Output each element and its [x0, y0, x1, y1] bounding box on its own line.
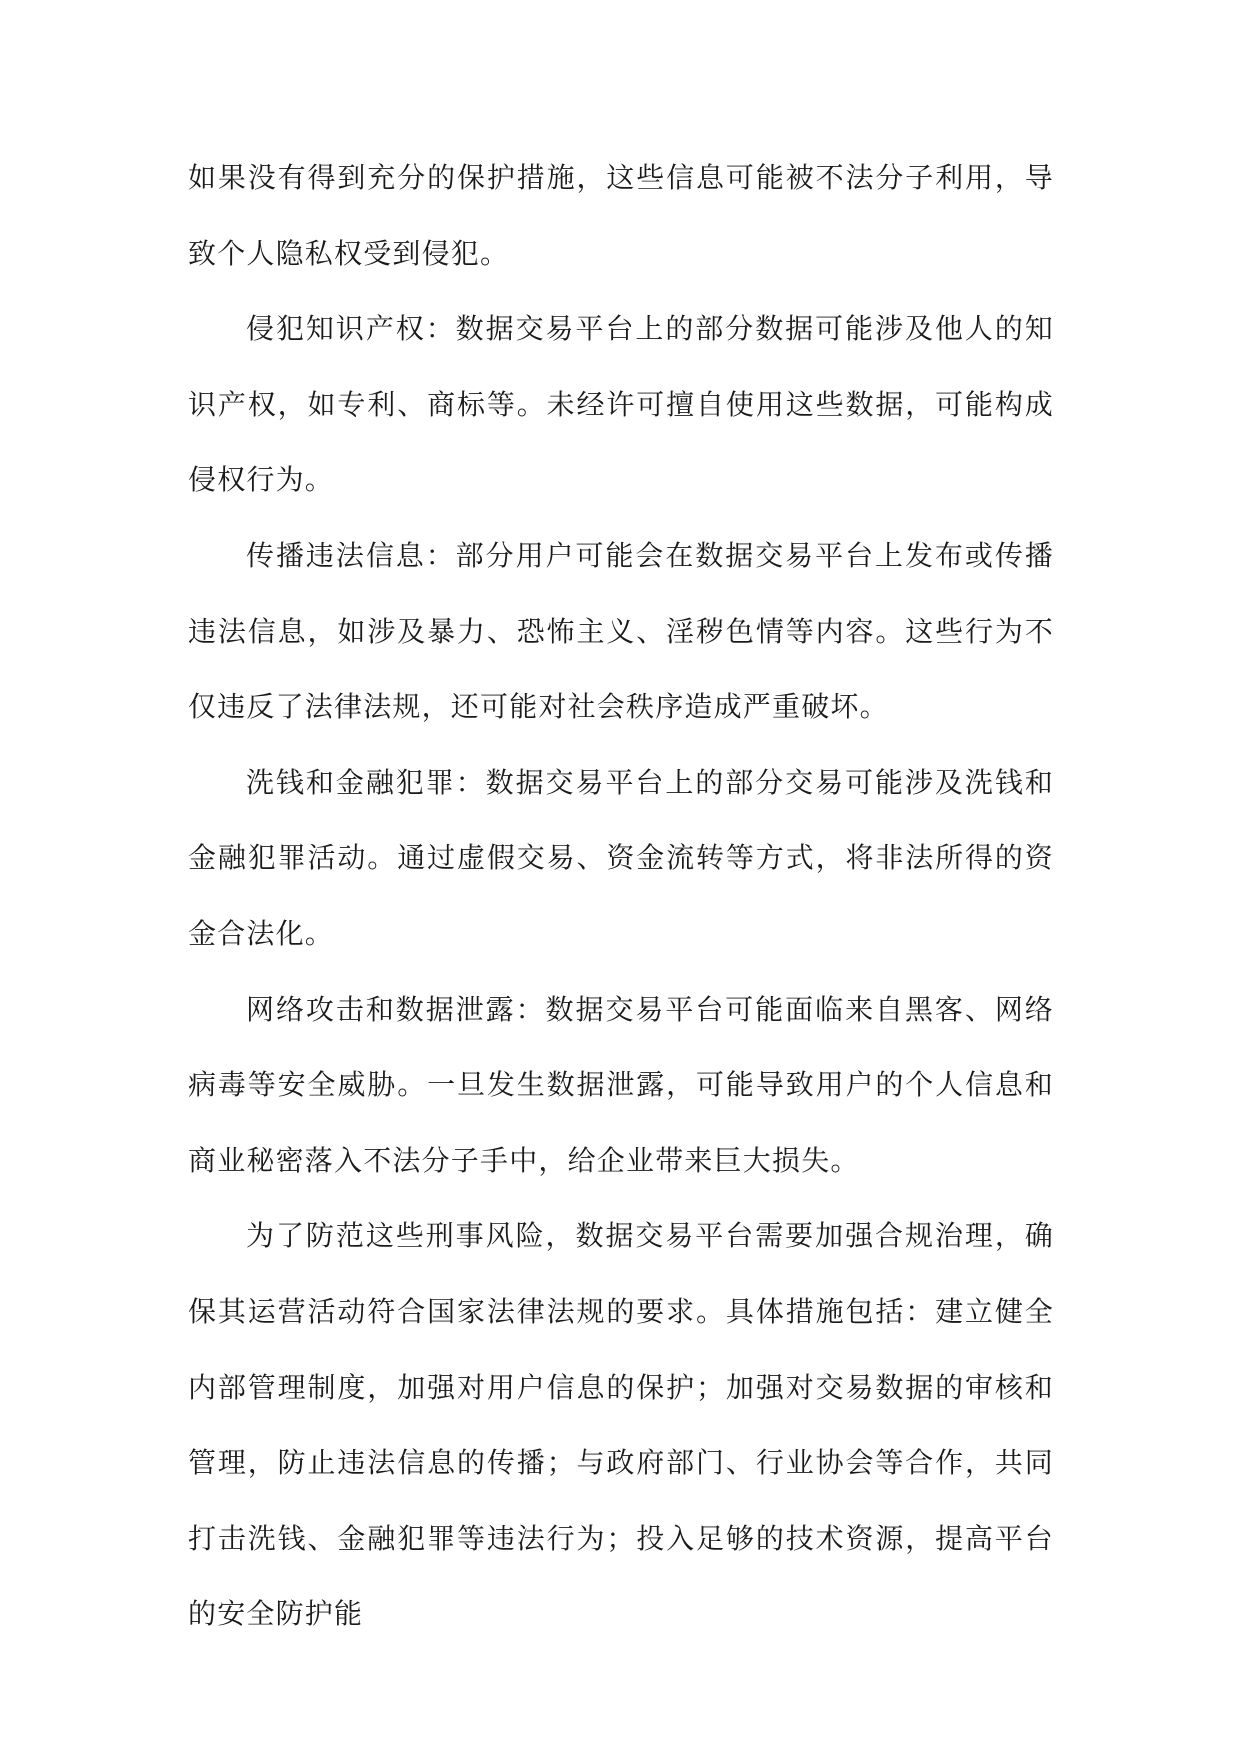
- paragraph-intellectual-property: 侵犯知识产权：数据交易平台上的部分数据可能涉及他人的知识产权，如专利、商标等。未经许可擅自使用这些数据，可能构成侵权行为。: [188, 312, 1054, 497]
- paragraph-prevention-measures: 为了防范这些刑事风险，数据交易平台需要加强合规治理，确保其运营活动符合国家法律法规的要求。具体措施包括：建立健全内部管理制度，加强对用户信息的保护；加强对交易数据的审核和管理，防止违法信息的传播；与政府部门、行业协会等合作，共同打击洗钱、金融犯罪等违法行为；投入足够的技术资源，提高平台的安全防护能: [188, 1219, 1054, 1631]
- paragraph-privacy-continuation: 如果没有得到充分的保护措施，这些信息可能被不法分子利用，导致个人隐私权受到侵犯。: [188, 161, 1054, 270]
- paragraph-cyber-attack: 网络攻击和数据泄露：数据交易平台可能面临来自黑客、网络病毒等安全威胁。一旦发生数据泄露，可能导致用户的个人信息和商业秘密落入不法分子手中，给企业带来巨大损失。: [188, 992, 1054, 1177]
- paragraph-money-laundering: 洗钱和金融犯罪：数据交易平台上的部分交易可能涉及洗钱和金融犯罪活动。通过虚假交易、资金流转等方式，将非法所得的资金合法化。: [188, 765, 1054, 950]
- paragraph-illegal-information: 传播违法信息：部分用户可能会在数据交易平台上发布或传播违法信息，如涉及暴力、恐怖主义、淫秽色情等内容。这些行为不仅违反了法律法规，还可能对社会秩序造成严重破坏。: [188, 538, 1054, 724]
- document-body: [188, 140, 1054, 1652]
